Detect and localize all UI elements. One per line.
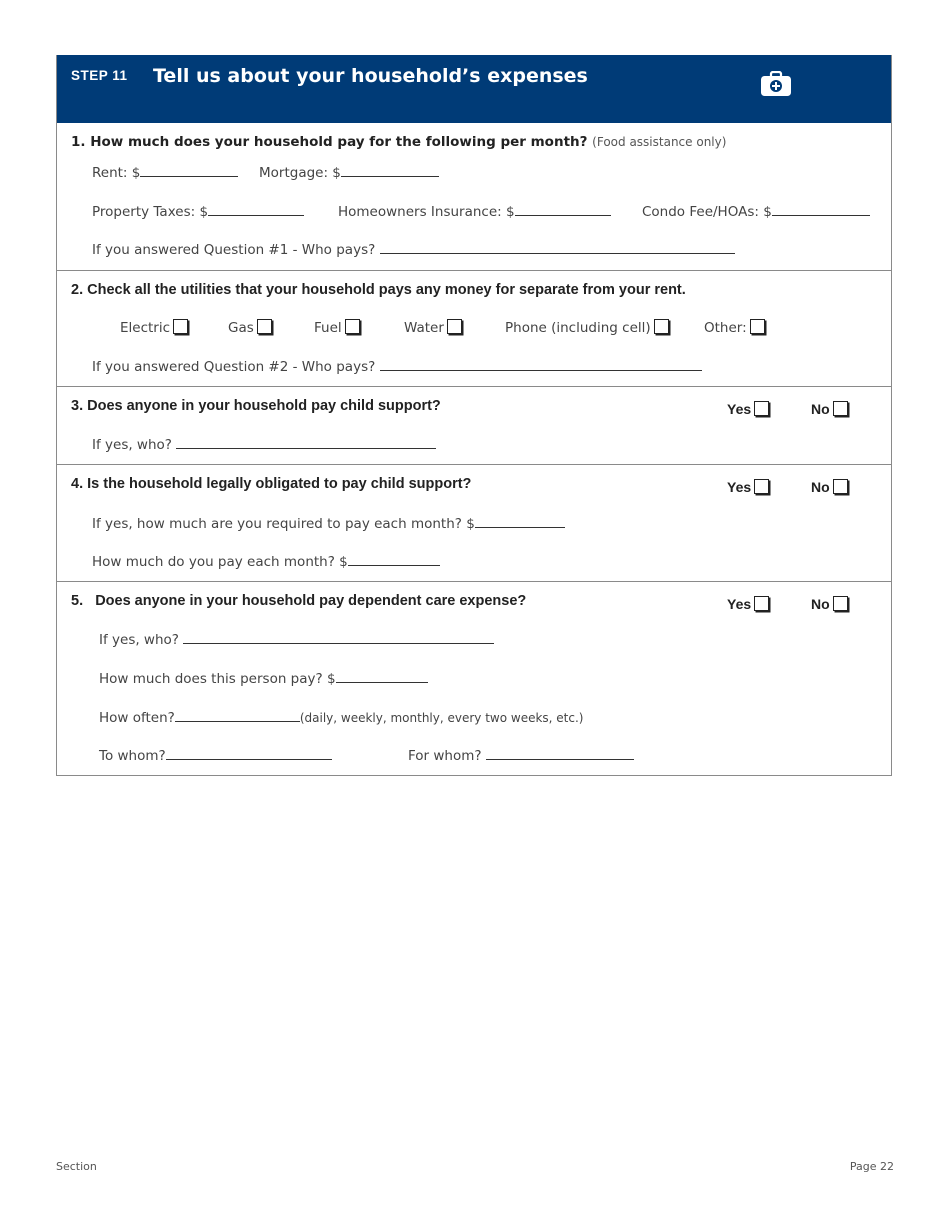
- question-3-section: [57, 387, 891, 465]
- q5-who-field: [99, 630, 494, 648]
- question-1: [71, 134, 726, 150]
- utility-electric: [120, 319, 188, 336]
- q5-no-checkbox[interactable]: [833, 596, 848, 611]
- phone-checkbox[interactable]: [654, 319, 669, 334]
- q3-yes-label: Yes: [727, 401, 752, 417]
- q3-no-checkbox[interactable]: [833, 401, 848, 416]
- utility-electric-label: Electric: [120, 320, 171, 336]
- question-5: [71, 593, 526, 609]
- question-1-note: (Food assistance only): [592, 135, 727, 149]
- gas-checkbox[interactable]: [257, 319, 272, 334]
- q3-who-input[interactable]: [176, 435, 436, 449]
- water-checkbox[interactable]: [447, 319, 462, 334]
- monthly-pay-field: [92, 552, 440, 570]
- mortgage-input[interactable]: [341, 163, 439, 177]
- q4-no-checkbox[interactable]: [833, 479, 848, 494]
- condo-fee-input[interactable]: [772, 202, 870, 216]
- q4-yes-checkbox[interactable]: [754, 479, 769, 494]
- question-4-section: [57, 465, 891, 582]
- utility-fuel-label: Fuel: [314, 320, 342, 336]
- rent-input[interactable]: [140, 163, 238, 177]
- utility-other-label: Other:: [704, 320, 747, 336]
- q5-how-much-input[interactable]: [336, 669, 428, 683]
- q5-to-whom-input[interactable]: [166, 746, 332, 760]
- electric-checkbox[interactable]: [173, 319, 188, 334]
- homeowners-insurance-field: [338, 202, 611, 220]
- question-2-text: 2. Check all the utilities that your household pays any money for separate from your rent.: [71, 282, 686, 298]
- q5-how-often-label: How often?: [99, 710, 175, 726]
- utility-gas-label: Gas: [228, 320, 254, 336]
- q3-yes-option: [727, 401, 769, 417]
- q5-no-label: No: [811, 596, 830, 612]
- question-5-section: [57, 582, 891, 775]
- property-taxes-field: [92, 202, 304, 220]
- q5-no-option: [811, 596, 848, 612]
- fuel-checkbox[interactable]: [345, 319, 360, 334]
- q4-no-label: No: [811, 479, 830, 495]
- homeowners-insurance-input[interactable]: [515, 202, 611, 216]
- utility-water-label: Water: [404, 320, 444, 336]
- footer-section: Section: [56, 1160, 97, 1173]
- mortgage-label: Mortgage: $: [259, 165, 341, 181]
- q5-who-label: If yes, who?: [99, 632, 179, 648]
- other-checkbox[interactable]: [750, 319, 765, 334]
- q1-who-pays-input[interactable]: [380, 240, 735, 254]
- property-taxes-input[interactable]: [208, 202, 304, 216]
- question-4-text: 4. Is the household legally obligated to pay child support?: [71, 476, 472, 492]
- q3-yes-checkbox[interactable]: [754, 401, 769, 416]
- monthly-pay-input[interactable]: [348, 552, 440, 566]
- homeowners-insurance-label: Homeowners Insurance: $: [338, 204, 515, 220]
- q1-who-pays-label: If you answered Question #1 - Who pays?: [92, 242, 376, 258]
- rent-label: Rent: $: [92, 165, 141, 181]
- step-label: STEP 11: [71, 68, 128, 83]
- q5-how-often-note: (daily, weekly, monthly, every two weeks, etc.): [299, 711, 584, 725]
- q5-yes-label: Yes: [727, 596, 752, 612]
- q1-who-pays-field: [92, 240, 735, 258]
- q5-who-input[interactable]: [183, 630, 494, 644]
- question-5-number: 5.: [71, 593, 84, 609]
- required-pay-input[interactable]: [475, 514, 565, 528]
- utility-water: [404, 319, 462, 336]
- q3-who-label: If yes, who?: [92, 437, 172, 453]
- step-header: [57, 55, 891, 123]
- q3-no-label: No: [811, 401, 830, 417]
- q5-yes-checkbox[interactable]: [754, 596, 769, 611]
- question-1-section: [57, 123, 891, 271]
- utility-fuel: [314, 319, 360, 336]
- condo-fee-label: Condo Fee/HOAs: $: [642, 204, 772, 220]
- q5-for-whom-label: For whom?: [408, 748, 482, 764]
- q5-to-whom-field: [99, 746, 332, 764]
- mortgage-field: [259, 163, 439, 181]
- q5-how-often-field: [99, 708, 583, 726]
- required-pay-label: If yes, how much are you required to pay each month? $: [92, 516, 475, 532]
- utility-other: [704, 319, 765, 336]
- q2-who-pays-input[interactable]: [380, 357, 702, 371]
- monthly-pay-label: How much do you pay each month? $: [92, 554, 348, 570]
- q5-how-much-label: How much does this person pay? $: [99, 671, 336, 687]
- question-1-text: How much does your household pay for the following per month?: [90, 134, 588, 150]
- medical-kit-icon: [760, 71, 792, 101]
- q5-for-whom-input[interactable]: [486, 746, 634, 760]
- q5-to-whom-label: To whom?: [99, 748, 166, 764]
- question-3-text: 3. Does anyone in your household pay child support?: [71, 398, 441, 414]
- q5-how-often-input[interactable]: [175, 708, 300, 722]
- q3-no-option: [811, 401, 848, 417]
- q4-yes-option: [727, 479, 769, 495]
- q5-how-much-field: [99, 669, 428, 687]
- footer-page-number: Page 22: [849, 1160, 894, 1173]
- q2-who-pays-label: If you answered Question #2 - Who pays?: [92, 359, 376, 375]
- q5-yes-option: [727, 596, 769, 612]
- utility-phone: [505, 319, 669, 336]
- required-pay-field: [92, 514, 565, 532]
- q2-who-pays-field: [92, 357, 702, 375]
- q4-no-option: [811, 479, 848, 495]
- q5-for-whom-field: [408, 746, 634, 764]
- rent-field: [92, 163, 238, 181]
- question-2-section: [57, 271, 891, 387]
- condo-fee-field: [642, 202, 870, 220]
- question-1-number: 1.: [71, 134, 86, 150]
- section-title: Tell us about your household’s expenses: [153, 65, 588, 87]
- q4-yes-label: Yes: [727, 479, 752, 495]
- property-taxes-label: Property Taxes: $: [92, 204, 209, 220]
- question-5-text: Does anyone in your household pay dependent care expense?: [95, 593, 527, 609]
- utility-gas: [228, 319, 272, 336]
- expenses-form: [56, 55, 892, 776]
- q3-who-field: [92, 435, 436, 453]
- utility-phone-label: Phone (including cell): [505, 320, 651, 336]
